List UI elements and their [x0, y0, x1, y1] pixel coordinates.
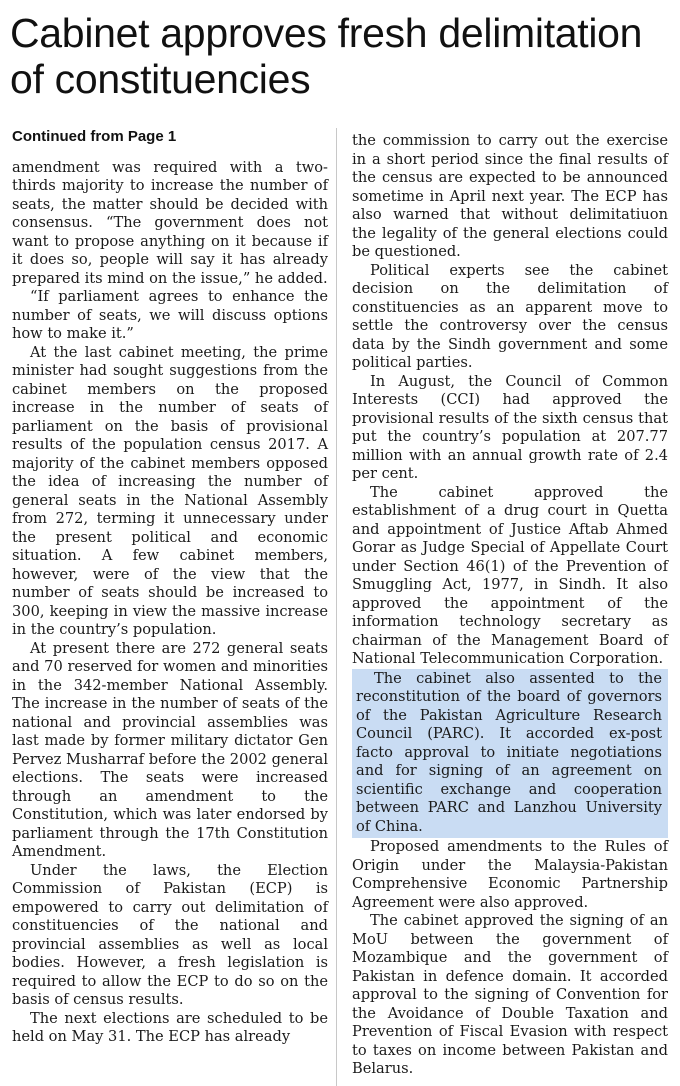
paragraph: Political experts see the cabinet decision on the delimitation of constituencies as an apparent move to settle the controversy over the census data by the Sindh government and some political parties. — [352, 261, 668, 371]
paragraph: The next elections are scheduled to be held on May 31. The ECP has already — [12, 1009, 328, 1045]
paragraph: In August, the Council of Common Interests (CCI) had approved the provisional results of the sixth census that put the country’s population at 207.77 million with an annual growth rate of 2.4 per cent. — [352, 372, 668, 482]
left-column — [12, 128, 328, 1047]
headline: Cabinet approves fresh delimitation of constituencies — [10, 10, 643, 102]
highlighted-paragraph[interactable]: The cabinet also assented to the reconstitution of the board of governors of the Pakistan Agriculture Research Council (PARC). It accorded ex-post facto approval to initiate negotiations and for signing of an agreement on scientific exchange and cooperation between PARC and Lanzhou University of China. — [352, 669, 668, 839]
paragraph: At present there are 272 general seats and 70 reserved for women and minorities in the 342-member National Assembly. The increase in the number of seats of the national and provincial assemblies was last made by former military dictator Gen Pervez Musharraf before the 2002 general elections. The seats were increased through an amendment to the Constitution, which was later endorsed by parliament through the 17th Constitution Amendment. — [12, 639, 328, 860]
paragraph: “If parliament agrees to enhance the number of seats, we will discuss options how to make it.” — [12, 288, 328, 342]
paragraph: Under the laws, the Election Commission of Pakistan (ECP) is empowered to carry out delimitation of constituencies of the national and provincial assemblies as well as local bodies. However, a fresh legislation is required to allow the ECP to do so on the basis of census results. — [12, 861, 328, 1008]
column-divider — [336, 128, 337, 1086]
paragraph: amendment was required with a two-thirds majority to increase the number of seats, the matter should be decided with consensus. “The government does not want to propose anything on it because if it does so, people will say it has already prepared its mind on the issue,” he added. — [12, 158, 328, 287]
paragraph: The cabinet approved the establishment of a drug court in Quetta and appointment of Justice Aftab Ahmed Gorar as Judge Special of Appellate Court under Section 46(1) of the Prevention of Smuggling Act, 1977, in Sindh. It also approved the appointment of the information technology secretary as chairman of the Management Board of National Telecommunication Corporation. — [352, 483, 668, 667]
right-column — [352, 132, 668, 1079]
paragraph: At the last cabinet meeting, the prime minister had sought suggestions from the cabinet members on the proposed increase in the number of seats of parliament on the basis of provisional results of the population census 2017. A majority of the cabinet members opposed the idea of increasing the number of general seats in the National Assembly from 272, terming it unnecessary under the present political and economic situation. A few cabinet members, however, were of the view that the number of seats should be increased to 300, keeping in view the massive increase in the country’s population. — [12, 343, 328, 638]
paragraph: Proposed amendments to the Rules of Origin under the Malaysia-Pakistan Comprehensive Economic Partnership Agreement were also approved. — [352, 838, 668, 911]
paragraph: the commission to carry out the exercise in a short period since the final results of the census are expected to be announced sometime in April next year. The ECP has also warned that without delimitatiuon the legality of the general elections could be questioned. — [352, 132, 668, 260]
continued-label: Continued from Page 1 — [12, 128, 177, 145]
paragraph: The cabinet approved the signing of an MoU between the government of Mozambique and the government of Pakistan in defence domain. It accorded approval to the signing of Convention for the Avoidance of Double Taxation and Prevention of Fiscal Evasion with respect to taxes on income between Pakistan and Belarus. — [352, 912, 668, 1077]
